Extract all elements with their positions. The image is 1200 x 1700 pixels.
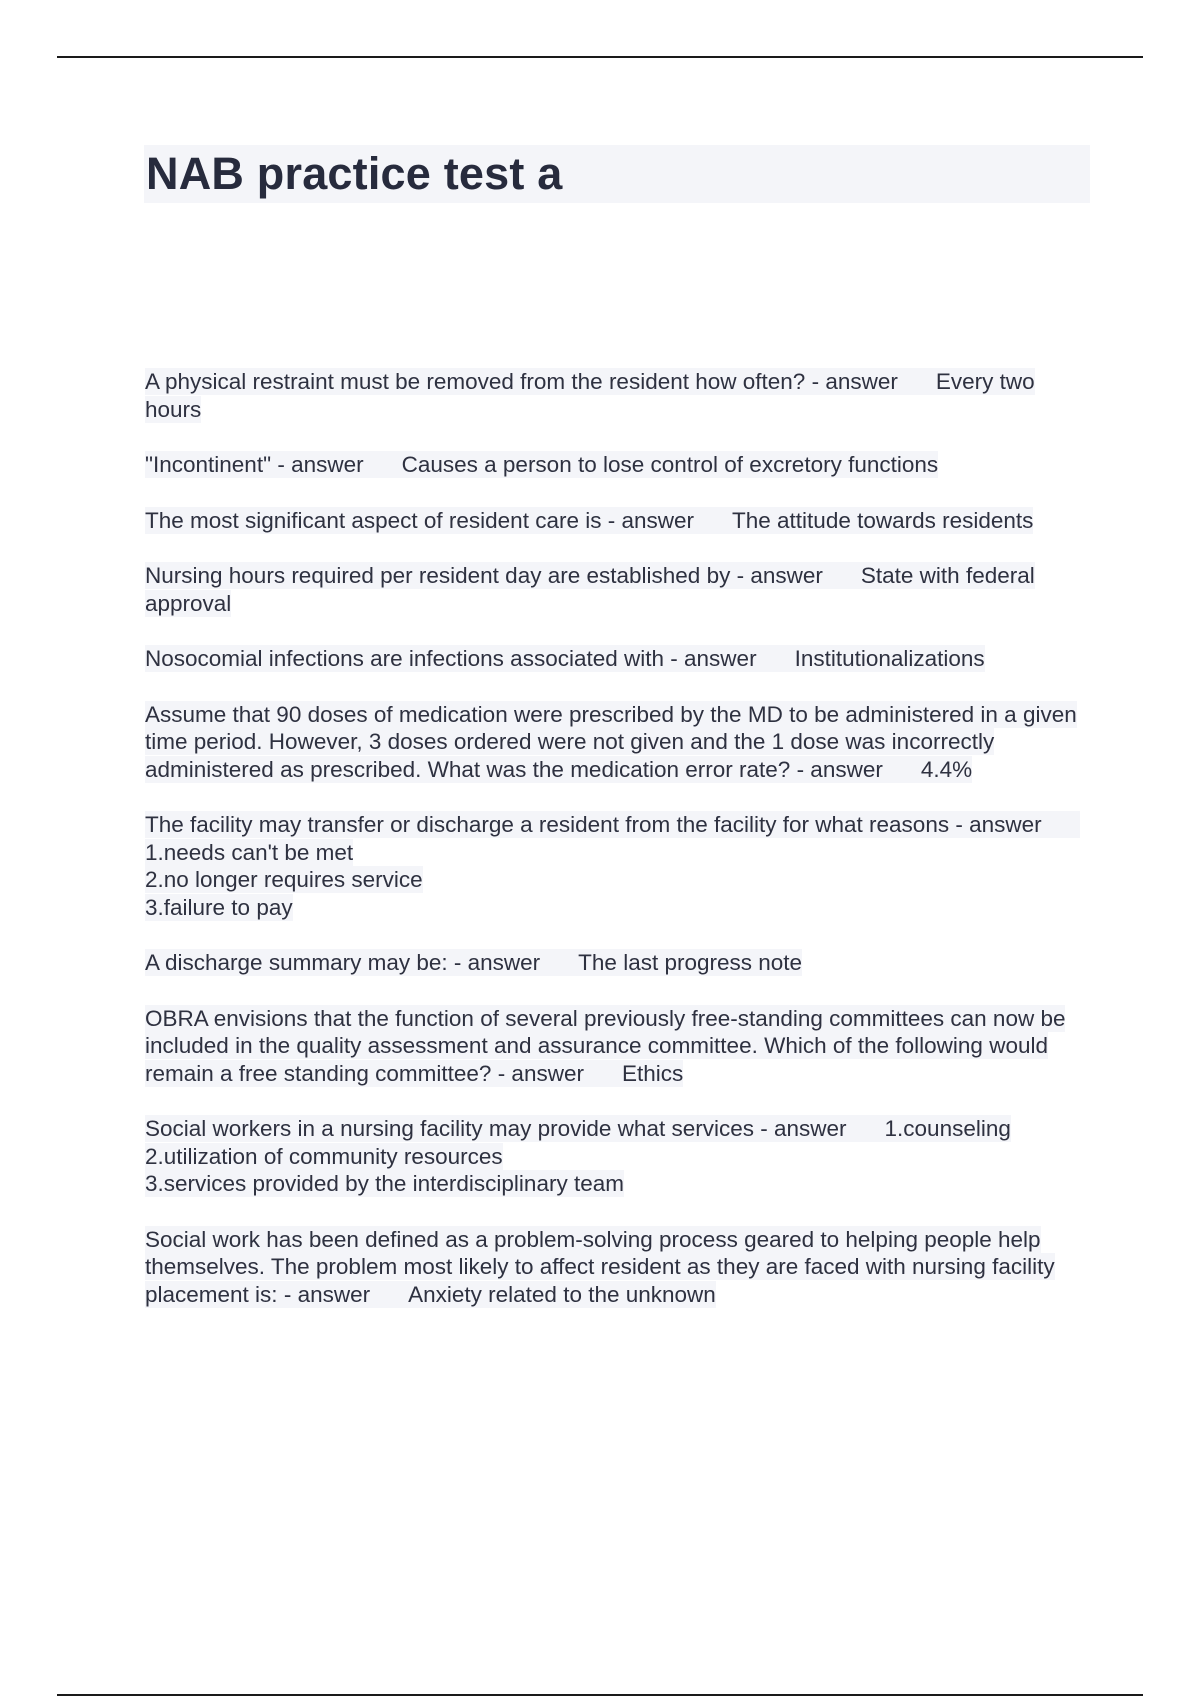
answer-text: Ethics bbox=[621, 1060, 684, 1086]
answer-separator: - answer bbox=[796, 756, 883, 782]
answer-separator: - answer bbox=[277, 452, 364, 477]
answer-text: Every two hours bbox=[145, 369, 1035, 422]
question-text: Assume that 90 doses of medication were prescribed by the MD to be administered in a given time period. However, 3 doses ordered were not given and the 1 dose was incorrectly administered as prescribed. What was the medication error rate? bbox=[145, 701, 1077, 782]
qa-item bbox=[145, 1115, 1085, 1198]
qa-item bbox=[145, 1226, 1085, 1309]
answer-separator: - answer bbox=[497, 1060, 584, 1086]
question-text: Social work has been defined as a problem-solving process geared to helping people help themselves. The problem most likely to affect resident as they are faced with nursing facility placement is: bbox=[145, 1226, 1055, 1307]
answer-separator: - answer bbox=[670, 646, 757, 671]
question-text: Nursing hours required per resident day are established by bbox=[145, 563, 731, 588]
question-text: A physical restraint must be removed from the resident how often? bbox=[145, 369, 806, 394]
question-text: "Incontinent" bbox=[145, 452, 272, 477]
page-title: NAB practice test a bbox=[146, 148, 563, 199]
answer-text: Institutionalizations bbox=[794, 646, 985, 671]
question-text: OBRA envisions that the function of several previously free-standing committees can now be included in the quality assessment and assurance committee. Which of the following would remain a free standing committee? bbox=[145, 1005, 1066, 1086]
question-text: A discharge summary may be: bbox=[145, 950, 448, 975]
question-text: The facility may transfer or discharge a resident from the facility for what reasons bbox=[145, 812, 950, 837]
qa-item bbox=[145, 811, 1085, 921]
answer-separator: - answer bbox=[453, 950, 541, 975]
qa-list bbox=[145, 368, 1085, 1336]
question-text: Social workers in a nursing facility may provide what services bbox=[145, 1116, 754, 1141]
answer-text: Anxiety related to the unknown bbox=[408, 1281, 716, 1307]
answer-text: 4.4% bbox=[920, 756, 973, 782]
bottom-rule bbox=[57, 1694, 1143, 1696]
answer-separator: - answer bbox=[283, 1281, 371, 1307]
qa-item bbox=[145, 451, 1085, 479]
answer-separator: - answer bbox=[760, 1116, 847, 1141]
qa-item bbox=[145, 645, 1085, 673]
answer-separator: - answer bbox=[736, 563, 823, 588]
answer-separator: - answer bbox=[955, 812, 1042, 837]
qa-item bbox=[145, 1005, 1085, 1088]
answer-text: The last progress note bbox=[578, 950, 803, 975]
answer-text: 1.needs can't be met 2.no longer requires service 3.failure to pay bbox=[145, 839, 423, 920]
qa-item bbox=[145, 368, 1085, 423]
qa-item bbox=[145, 562, 1085, 617]
answer-separator: - answer bbox=[607, 507, 695, 533]
qa-item bbox=[145, 949, 1085, 977]
answer-text: 1.counseling 2.utilization of community resources 3.services provided by the interdisciplinary team bbox=[145, 1116, 1011, 1196]
answer-text: The attitude towards residents bbox=[732, 507, 1034, 533]
qa-item bbox=[145, 701, 1085, 784]
answer-text: State with federal approval bbox=[145, 563, 1035, 616]
answer-separator: - answer bbox=[811, 369, 898, 394]
qa-item bbox=[145, 507, 1085, 535]
question-text: Nosocomial infections are infections associated with bbox=[145, 646, 665, 671]
answer-text: Causes a person to lose control of excretory functions bbox=[401, 452, 939, 477]
question-text: The most significant aspect of resident care is bbox=[145, 507, 602, 533]
top-rule bbox=[57, 56, 1143, 58]
